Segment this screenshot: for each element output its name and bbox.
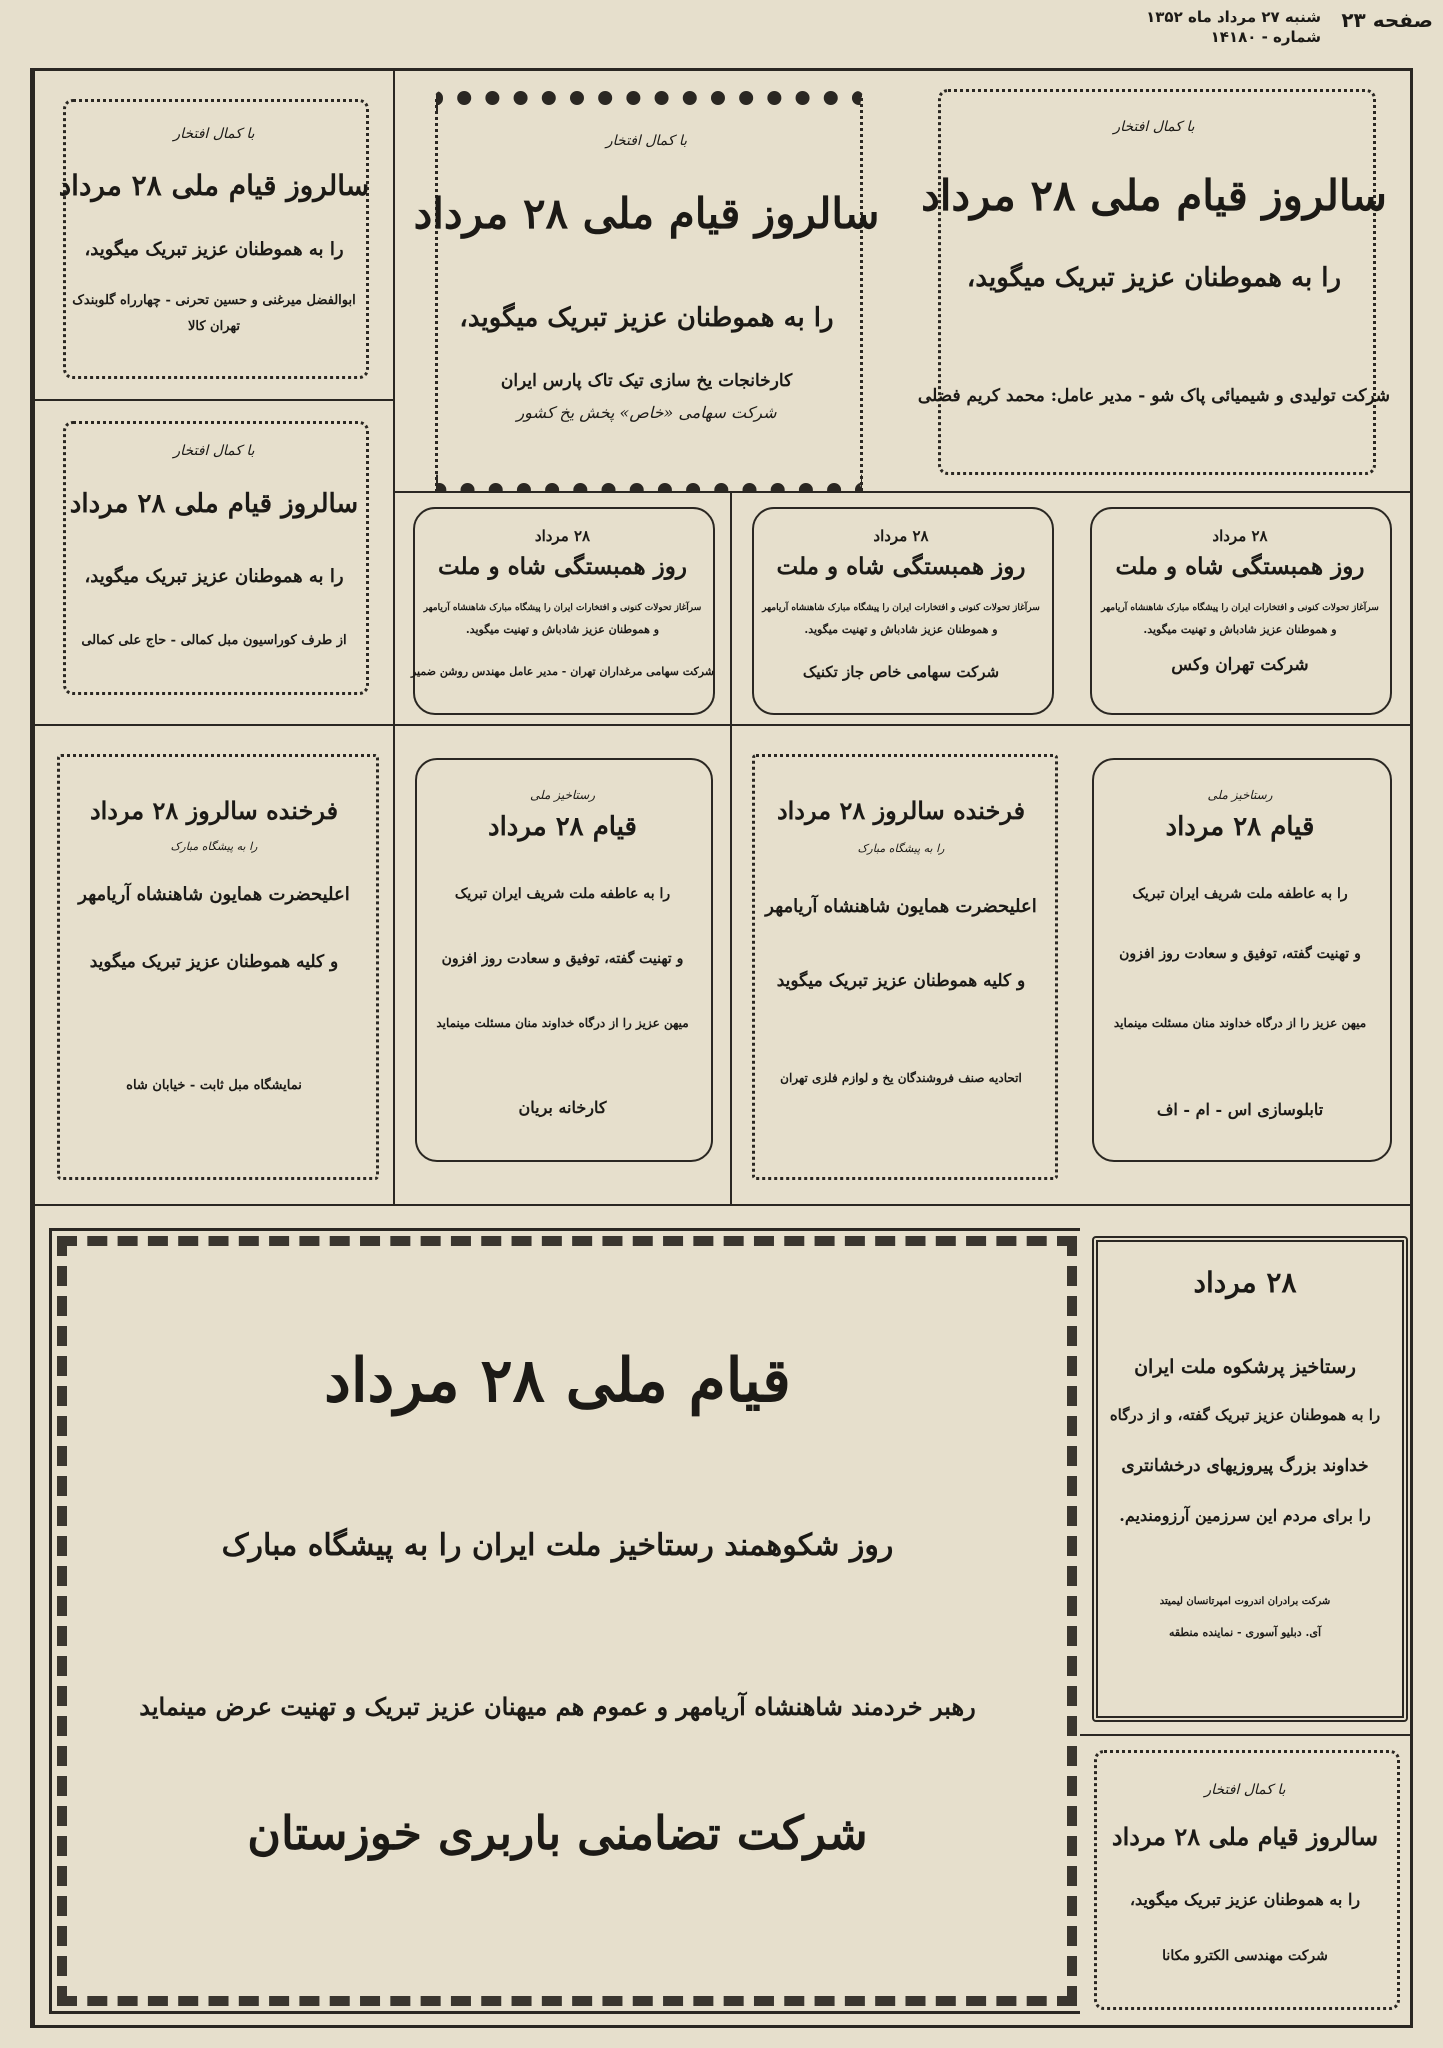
ad-greeting: را به هموطنان عزیز تبریک میگوید، — [84, 566, 344, 587]
ad-headline: سالروز قیام ملی ۲۸ مرداد — [413, 189, 880, 238]
ad-line-1: اعلیحضرت همایون شاهنشاه آریامهر — [765, 896, 1037, 917]
ad-sponsor: شرکت سهامی خاص جاز تکنیک — [802, 663, 1000, 681]
triangle-border-ornament — [435, 91, 863, 493]
ad-qiyam-3 — [393, 726, 730, 1206]
ad-line-3: میهن عزیز را از درگاه خداوند منان مسئلت مینماید — [1113, 1016, 1367, 1030]
ad-line-2: رهبر خردمند شاهنشاه آریامهر و عموم هم میهنان عزیز تبریک و تهنیت عرض مینماید — [139, 1692, 976, 1721]
ad-intro: با کمال افتخار — [605, 133, 688, 149]
ad-line-2: و تهنیت گفته، توفیق و سعادت روز افزون — [441, 951, 684, 967]
ad-shah-2 — [730, 493, 1070, 726]
ad-top-right — [898, 71, 1410, 493]
ad-sponsor: شرکت مهندسی الکترو مکانا — [1162, 1948, 1328, 1964]
issue-date: شنبه ۲۷ مرداد ماه ۱۳۵۲ — [1146, 8, 1321, 26]
ad-date: ۲۸ مرداد — [534, 527, 591, 545]
ad-sponsor: اتحادیه صنف فروشندگان یخ و لوازم فلزی تهران — [780, 1071, 1022, 1085]
ad-sponsor-line-2: تهران کالا — [187, 319, 241, 334]
ad-sponsor-line-1: کارخانجات یخ سازی تیک تاک پارس ایران — [500, 371, 793, 391]
ad-subline: را به پیشگاه مبارک — [170, 840, 258, 853]
dotted-border-ornament — [63, 421, 369, 695]
ad-sponsor-line-1: ابوالفضل میرغنی و حسین تحرنی - چهارراه گلوبندک — [72, 293, 356, 308]
ad-body-1: سرآغاز تحولات کنونی و افتخارات ایران را پیشگاه مبارک شاهنشاه آریامهر — [762, 603, 1040, 613]
ad-line-2: و تهنیت گفته، توفیق و سعادت روز افزون — [1119, 946, 1361, 962]
ad-body-2: و هموطنان عزیز شادباش و تهنیت میگوید. — [465, 623, 660, 636]
page-frame — [30, 68, 1413, 2028]
ad-headline: سالروز قیام ملی ۲۸ مرداد — [69, 489, 359, 519]
ad-intro: با کمال افتخار — [173, 443, 255, 459]
ad-date: ۲۸ مرداد — [1212, 527, 1268, 545]
ad-intro: با کمال افتخار — [173, 126, 255, 142]
page-number: صفحه ۲۳ — [1341, 8, 1433, 32]
ad-sponsor-line-2: شرکت سهامی «خاص» پخش یخ کشور — [516, 403, 777, 422]
ad-headline: قیام ۲۸ مرداد — [487, 812, 637, 842]
ad-headline: قیام ۲۸ مرداد — [1165, 812, 1315, 842]
ad-intro: با کمال افتخار — [1113, 119, 1195, 135]
ad-top-line: رستاخیز ملی — [529, 788, 595, 802]
ad-sponsor: شرکت تضامنی باربری خوزستان — [247, 1806, 868, 1860]
ad-line-3: میهن عزیز را از درگاه خداوند منان مسئلت مینماید — [436, 1016, 689, 1030]
ad-shah-3 — [393, 493, 730, 726]
ad-greeting: را به هموطنان عزیز تبریک میگوید، — [1129, 1890, 1361, 1909]
ad-headline: روز همبستگی شاه و ملت — [1115, 553, 1365, 580]
ad-sponsor-line-1: شرکت برادران اندروت امپرتانسان لیمیتد — [1159, 1596, 1331, 1607]
ad-headline: روز همبستگی شاه و ملت — [776, 553, 1026, 580]
ad-date: ۲۸ مرداد — [873, 527, 929, 545]
ad-greeting: را به هموطنان عزیز تبریک میگوید، — [84, 239, 344, 260]
ad-top-line: رستاخیز ملی — [1207, 788, 1273, 802]
ad-headline: قیام ملی ۲۸ مرداد — [324, 1346, 791, 1416]
ad-shah-1 — [1070, 493, 1410, 726]
page-header — [1033, 4, 1433, 64]
ad-intro: با کمال افتخار — [1204, 1782, 1286, 1798]
ad-headline: سالروز قیام ملی ۲۸ مرداد — [921, 171, 1387, 220]
ad-headline: روز همبستگی شاه و ملت — [437, 553, 687, 580]
ad-qiyam-1 — [1070, 726, 1410, 1206]
ad-right-bottom — [1080, 1736, 1410, 2025]
ad-sponsor: شرکت سهامی مرغداران تهران - مدیر عامل مهندس روشن ضمیر — [410, 665, 715, 678]
ad-headline: فرخنده سالروز ۲۸ مرداد — [89, 796, 339, 825]
ad-headline: فرخنده سالروز ۲۸ مرداد — [776, 796, 1026, 825]
ad-left-second — [33, 401, 393, 726]
ad-top-left — [33, 71, 393, 401]
ad-top-center — [393, 71, 898, 493]
ad-line-1: را به عاطفه ملت شریف ایران تبریک — [1132, 886, 1348, 902]
ad-qiyam-4 — [33, 726, 393, 1206]
ad-line-1: اعلیحضرت همایون شاهنشاه آریامهر — [78, 884, 350, 905]
ad-sponsor: کارخانه بریان — [518, 1098, 607, 1117]
ad-body-1: سرآغاز تحولات کنونی و افتخارات ایران را پیشگاه مبارک شاهنشاه آریامهر — [1101, 603, 1379, 613]
ad-line-1: را به عاطفه ملت شریف ایران تبریک — [454, 886, 671, 902]
ad-body-2: و هموطنان عزیز شادباش و تهنیت میگوید. — [804, 623, 998, 636]
ad-right-mid — [1080, 1206, 1410, 1736]
ad-body-1: سرآغاز تحولات کنونی و افتخارات ایران را پیشگاه مبارک شاهنشاه آریامهر — [423, 603, 702, 613]
ad-line-3: خداوند بزرگ پیروزیهای درخشانتری — [1121, 1456, 1369, 1476]
ad-greeting: را به هموطنان عزیز تبریک میگوید، — [459, 303, 834, 333]
ad-big — [33, 1206, 1080, 2025]
issue-number: شماره - ۱۴۱۸۰ — [1210, 28, 1321, 46]
ad-headline: ۲۸ مرداد — [1193, 1266, 1297, 1299]
ad-body-2: و هموطنان عزیز شادباش و تهنیت میگوید. — [1143, 623, 1337, 636]
ad-line-2: و کلیه هموطنان عزیز تبریک میگوید — [89, 952, 339, 972]
ad-sponsor: شرکت تهران وکس — [1171, 655, 1309, 675]
ad-subline: را به پیشگاه مبارک — [857, 842, 945, 855]
ad-sponsor: شرکت تولیدی و شیمیائی پاک شو - مدیر عامل: محمد کریم فضلی — [917, 386, 1391, 406]
ad-line-4: را برای مردم این سرزمین آرزومندیم. — [1119, 1506, 1371, 1525]
ad-sponsor: تابلوسازی اس - ام - اف — [1156, 1100, 1324, 1119]
ad-greeting: را به هموطنان عزیز تبریک میگوید، — [966, 263, 1342, 293]
double-border-ornament — [1092, 1236, 1408, 1722]
ad-line-1: روز شکوهمند رستاخیز ملت ایران را به پیشگاه مبارک — [221, 1528, 894, 1563]
ad-sponsor: از طرف کوراسیون مبل کمالی - حاج علی کمالی — [81, 633, 347, 648]
ad-headline: سالروز قیام ملی ۲۸ مرداد — [58, 169, 370, 202]
ad-sponsor-line-2: آی. دبلیو آسوری - نماینده منطقه — [1168, 1626, 1322, 1639]
ad-line-2: و کلیه هموطنان عزیز تبریک میگوید — [776, 971, 1026, 991]
ad-sponsor: نمایشگاه مبل ثابت - خیابان شاه — [126, 1078, 302, 1093]
ad-line-1: رستاخیز پرشکوه ملت ایران — [1134, 1356, 1356, 1378]
ad-line-2: را به هموطنان عزیز تبریک گفته، و از درگاه — [1109, 1406, 1381, 1424]
ad-headline: سالروز قیام ملی ۲۸ مرداد — [1111, 1822, 1379, 1851]
ad-qiyam-2 — [730, 726, 1070, 1206]
